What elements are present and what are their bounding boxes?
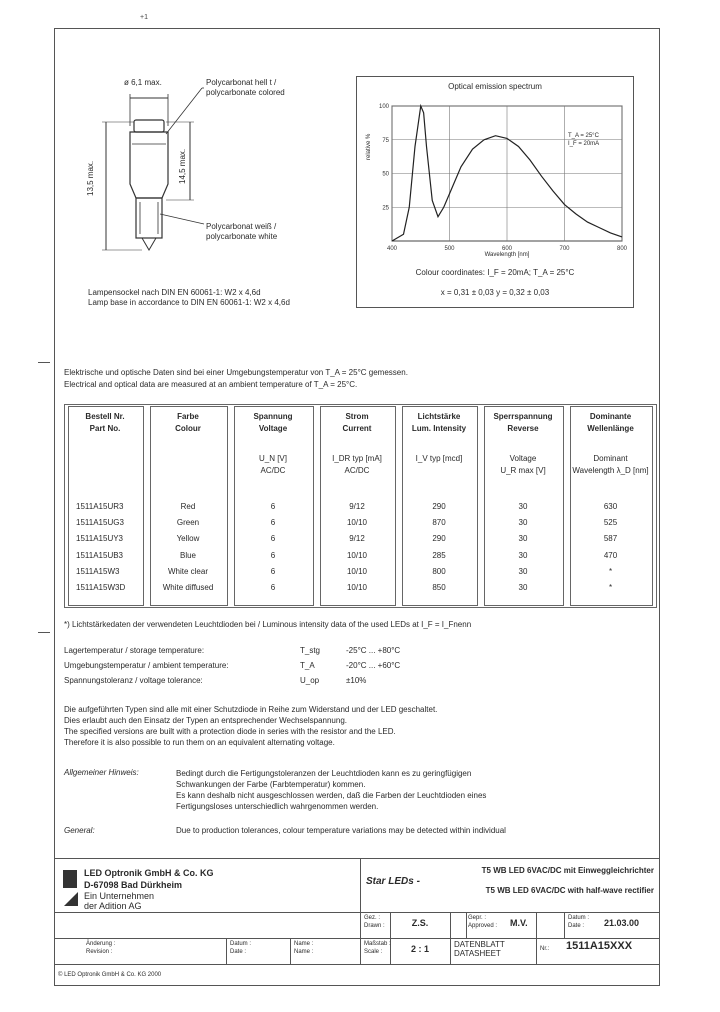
table-cell: 1511A15UY3: [76, 534, 123, 544]
rating-value-ambient: -20°C ... +60°C: [346, 661, 401, 670]
table-cell: 1511A15UG3: [76, 518, 124, 528]
part-number: 1511A15XXX: [566, 940, 633, 952]
x-tick-label: 700: [559, 246, 570, 252]
table-header-cell: Farbe: [177, 412, 199, 421]
table-cell: 6: [270, 566, 276, 576]
title-block-divider: [360, 912, 361, 964]
table-cell: 6: [270, 518, 276, 528]
general-en-label: General:: [64, 826, 95, 835]
note-line: The specified versions are built with a protection diode in series with the resistor and the LED.: [64, 727, 396, 736]
title-block-divider: [290, 938, 291, 964]
lamp-base-spec: [88, 288, 290, 308]
scale-label: [364, 940, 391, 956]
label-name2: Name :: [294, 949, 314, 955]
company-line3: der Adition AG: [84, 901, 142, 911]
copyright: © LED Optronik GmbH & Co. KG 2000: [58, 972, 162, 978]
x-tick-label: 500: [444, 246, 455, 252]
callout-top: [206, 78, 285, 98]
dim-length-body: 14,5 max.: [178, 148, 187, 184]
label-gepr: Gepr. :: [468, 915, 487, 921]
callout-bottom: [206, 222, 277, 242]
table-cell: Yellow: [176, 534, 200, 544]
table-header-cell: Wellenlänge: [587, 424, 634, 433]
spectrum-ylabel: relative %: [366, 133, 372, 160]
label-aenderung: Änderung :: [86, 941, 116, 947]
table-header-cell: Reverse: [507, 424, 539, 433]
table-cell: 290: [432, 502, 446, 511]
table-cell: Red: [180, 502, 196, 511]
general-en-text: Due to production tolerances, colour temperature variations may be detected within individual: [176, 826, 506, 835]
legend-temp: T_A = 25°C: [568, 133, 599, 139]
rating-symbol-voltage: U_op: [300, 676, 320, 685]
label-datum: Datum :: [568, 915, 590, 921]
title-block-divider: [564, 912, 565, 938]
approved-value: M.V.: [510, 918, 528, 928]
general-line: Schwankungen der Farbe (Farbtemperatur) kommen.: [176, 780, 366, 789]
top-mark: +1: [140, 14, 148, 21]
table-header-cell: Sperrspannung: [493, 412, 553, 421]
title-block-divider: [360, 858, 361, 912]
table-cell: *: [608, 583, 613, 592]
y-tick-label: 50: [382, 171, 389, 178]
table-cell: 30: [518, 518, 528, 528]
revision-name-label: [294, 940, 313, 956]
callout-top-en: polycarbonate colored: [206, 88, 285, 97]
table-header-cell: Dominante: [589, 412, 632, 421]
table-cell: 1511A15W3D: [76, 583, 126, 592]
x-tick-label: 600: [501, 246, 513, 252]
table-header-cell: Wavelength λ_D [nm]: [572, 466, 649, 475]
spectrum-xlabel: Wavelength [nm]: [484, 252, 530, 258]
table-header-cell: Bestell Nr.: [85, 412, 125, 421]
general-line: Bedingt durch die Fertigungstoleranzen der Leuchtdioden kann es zu geringfügigen: [176, 769, 472, 778]
title-block-rule: [54, 938, 660, 939]
note-line: Dies erlaubt auch den Einsatz der Typen an entsprechender Wechselspannung.: [64, 716, 347, 725]
table-cell: Green: [176, 518, 200, 528]
general-line: Fertigungsloses unterschiedlich wahrgenommen werden.: [176, 802, 379, 811]
table-header-cell: Dominant: [593, 454, 628, 463]
lamp-body: [130, 132, 168, 198]
table-cell: 9/12: [349, 534, 365, 544]
table-cell: 10/10: [346, 566, 368, 576]
label-gez: Gez. :: [364, 915, 381, 921]
table-cell: Blue: [179, 550, 196, 560]
table-cell: 525: [603, 518, 618, 528]
callout-leader: [160, 214, 204, 224]
drawn-value: Z.S.: [411, 918, 429, 928]
title-block-divider: [536, 912, 537, 964]
rating-value-voltage: ±10%: [346, 676, 367, 685]
approved-label: [468, 914, 497, 930]
table-cell: White clear: [167, 566, 208, 576]
table-cell: 1511A15UB3: [76, 550, 123, 560]
table-header-cell: Part No.: [89, 424, 121, 433]
lamp-base-tip: [142, 238, 156, 250]
title-block-divider: [450, 912, 451, 964]
company-address: D-67098 Bad Dürkheim: [84, 880, 183, 890]
general-text: [176, 768, 486, 812]
table-header-cell: Strom: [345, 412, 369, 421]
title-block-divider: [226, 938, 227, 964]
table-cell: 587: [603, 534, 618, 544]
table-cell: 30: [518, 583, 528, 592]
table-cell: 10/10: [346, 550, 368, 560]
x-tick-label: 800: [616, 246, 628, 252]
scale-value: 2 : 1: [410, 944, 429, 954]
logo-wedge: [64, 892, 78, 906]
label-scale: Scale :: [364, 949, 383, 955]
table-header-cell: Spannung: [253, 412, 293, 421]
footnote: *) Lichtstärkedaten der verwendeten Leuchtdioden bei / Luminous intensity data of the used LEDs at I_F = I_Fnenn: [64, 620, 472, 629]
general-line: Es kann deshalb nicht ausgeschlossen werden, daß die Farben der Leuchtdioden eines: [176, 791, 487, 800]
table-header-cell: Current: [342, 424, 372, 433]
table-header-cell: Colour: [175, 424, 201, 433]
doc-type-de: DATENBLATT: [454, 940, 505, 949]
dim-diameter: ø 6,1 max.: [124, 78, 162, 87]
table-cell: 30: [518, 550, 528, 560]
base-spec-de: Lampensockel nach DIN EN 60061-1: W2 x 4,6d: [88, 288, 261, 297]
table-cell: 30: [518, 566, 528, 576]
table-cell: *: [608, 566, 613, 576]
label-revision: Revision :: [86, 949, 113, 955]
base-spec-en: Lamp base in accordance to DIN EN 60061-1: W2 x 4,6d: [88, 298, 290, 307]
table-cell: 870: [432, 518, 446, 528]
title-en: T5 WB LED 6VAC/DC with half-wave rectifier: [485, 886, 654, 895]
rating-label-voltage: Spannungstoleranz / voltage tolerance:: [64, 676, 203, 685]
table-header-cell: Lichtstärke: [417, 412, 461, 421]
dim-length-total: 13,5 max.: [86, 160, 95, 196]
title-block-divider: [466, 912, 467, 938]
y-tick-label: 75: [382, 137, 389, 144]
table-header-cell: U_R max [V]: [500, 466, 546, 475]
table-cell: 30: [518, 534, 528, 544]
callout-leader: [166, 88, 202, 134]
spectrum-title: Optical emission spectrum: [448, 82, 542, 91]
table-cell: 10/10: [346, 583, 368, 592]
company-logo: [62, 866, 80, 910]
colour-coordinates: Colour coordinates: I_F = 20mA; T_A = 25°C: [415, 268, 575, 277]
table-cell: White diffused: [162, 583, 214, 592]
table-header-cell: Lum. Intensity: [411, 424, 467, 433]
table-cell: 850: [432, 583, 446, 592]
table-header-cell: AC/DC: [344, 466, 370, 475]
title-block-rule: [54, 912, 660, 913]
spectrum-legend: [568, 132, 599, 148]
table-cell: 6: [270, 550, 276, 560]
label-date2: Date :: [230, 949, 247, 955]
table-cell: 30: [518, 502, 528, 511]
drawn-label: [364, 914, 385, 930]
y-tick-label: 25: [382, 205, 389, 212]
rating-label-storage: Lagertemperatur / storage temperature:: [64, 646, 205, 655]
series-name: Star LEDs -: [366, 876, 420, 887]
label-datum2: Datum :: [230, 941, 252, 947]
notes-paragraph: [64, 704, 437, 748]
logo-block: [63, 870, 77, 888]
conditions-en: Electrical and optical data are measured at an ambient temperature of T_A = 25°C.: [64, 380, 358, 389]
table-cell: 9/12: [349, 502, 365, 511]
table-cell: 800: [432, 566, 446, 576]
doc-type: [454, 940, 505, 958]
callout-bottom-de: Polycarbonat weiß /: [206, 222, 277, 231]
title-block-top-rule: [54, 858, 660, 859]
table-cell: 10/10: [346, 518, 368, 528]
company-name: LED Optronik GmbH & Co. KG: [84, 868, 214, 878]
label-date: Date :: [568, 923, 585, 929]
revision-date-label: [230, 940, 251, 956]
note-line: Die aufgeführten Typen sind alle mit einer Schutzdiode in Reihe zum Widerstand und der LED geschaltet.: [64, 705, 438, 714]
lamp-tip: [134, 120, 164, 132]
table-cell: 1511A15W3: [76, 566, 120, 576]
label-approved: Approved :: [468, 923, 498, 929]
rating-value-storage: -25°C ... +80°C: [346, 646, 401, 655]
table-cell: 6: [270, 502, 276, 511]
table-header-cell: U_N [V]: [258, 454, 287, 463]
rating-label-ambient: Umgebungstemperatur / ambient temperature:: [64, 661, 229, 670]
table-cell: 290: [432, 534, 446, 544]
date-label: [568, 914, 589, 930]
general-label: Allgemeiner Hinweis:: [64, 768, 139, 777]
title-block-rule: [54, 964, 660, 965]
table-cell: 285: [432, 550, 446, 560]
coordinate-values: x = 0,31 ± 0,03 y = 0,32 ± 0,03: [440, 288, 550, 297]
table-header-cell: I_V typ [mcd]: [415, 454, 463, 463]
punch-mark: [38, 632, 50, 633]
table-header-cell: AC/DC: [260, 466, 286, 475]
table-cell: 6: [270, 534, 276, 544]
conditions-de: Elektrische und optische Daten sind bei einer Umgebungstemperatur von T_A = 25°C gemessen.: [64, 368, 408, 377]
table-header-cell: I_DR typ [mA]: [332, 454, 382, 463]
rating-symbol-ambient: T_A: [300, 661, 315, 670]
rating-symbol-storage: T_stg: [300, 646, 321, 655]
table-cell: 470: [603, 550, 618, 560]
label-drawn: Drawn :: [364, 923, 385, 929]
callout-bottom-en: polycarbonate white: [206, 232, 278, 241]
title-de: T5 WB LED 6VAC/DC mit Einweggleichrichter: [481, 866, 654, 875]
punch-mark: [38, 362, 50, 363]
table-cell: 630: [603, 502, 618, 511]
x-tick-label: 400: [386, 246, 398, 252]
table-cell: 1511A15UR3: [76, 502, 124, 511]
company-line2: Ein Unternehmen: [84, 891, 155, 901]
legend-current: I_F = 20mA: [568, 141, 600, 147]
doc-type-en: DATASHEET: [454, 949, 501, 958]
date-value: 21.03.00: [604, 918, 640, 928]
revision-label: [86, 940, 115, 956]
number-label: Nr.:: [540, 946, 550, 952]
callout-top-de: Polycarbonat hell t /: [206, 78, 277, 87]
y-tick-label: 100: [378, 104, 389, 110]
label-massstab: Maßstab :: [364, 941, 391, 947]
label-name: Name :: [294, 941, 314, 947]
table-header-cell: Voltage: [258, 424, 288, 433]
table-header-cell: Voltage: [509, 454, 537, 463]
note-line: Therefore it is also possible to run them on an equivalent alternating voltage.: [64, 738, 335, 747]
table-cell: 6: [270, 583, 276, 592]
spectrum-chart: [360, 96, 632, 260]
